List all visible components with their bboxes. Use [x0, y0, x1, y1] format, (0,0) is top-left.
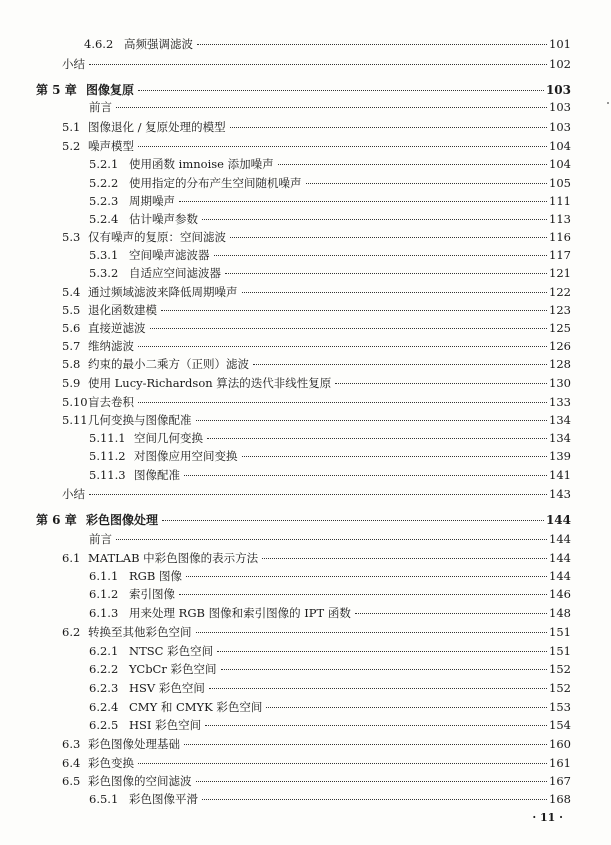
- toc-entry: [62, 376, 571, 390]
- dot-leader: [89, 64, 547, 65]
- toc-entry-title: 使用 Lucy-Richardson 算法的迭代非线性复原: [88, 376, 332, 390]
- dot-leader: [196, 632, 548, 633]
- dot-leader: [179, 594, 547, 595]
- dot-leader: [116, 107, 547, 108]
- toc-entry-number: 6.2.3: [89, 681, 119, 695]
- dot-leader: [138, 146, 547, 147]
- toc-entry-number: 5.5: [62, 303, 81, 317]
- toc-entry: [89, 606, 571, 620]
- dot-leader: [196, 781, 548, 782]
- toc-entry-number: 5.7: [62, 339, 81, 353]
- toc-entry-title: 小结: [62, 487, 85, 501]
- toc-entry-number: 5.11.3: [89, 468, 126, 482]
- toc-entry-page: 144: [549, 569, 571, 583]
- toc-entry-number: 6.2.1: [89, 644, 119, 658]
- toc-entry-page: 103: [545, 83, 571, 97]
- toc-entry-page: 121: [549, 266, 571, 280]
- toc-entry-page: 122: [549, 285, 571, 299]
- toc-entry: [62, 139, 571, 153]
- toc-entry: [89, 431, 571, 445]
- toc-entry-title: 图像退化 / 复原处理的模型: [88, 120, 226, 134]
- toc-entry: [62, 285, 571, 299]
- dot-leader: [242, 456, 548, 457]
- toc-entry-title: 噪声模型: [88, 139, 134, 153]
- toc-entry-page: 144: [549, 532, 571, 546]
- dot-leader: [262, 558, 547, 559]
- toc-entry-number: 5.3.2: [89, 266, 119, 280]
- toc-entry-title: 彩色图像的空间滤波: [88, 774, 192, 788]
- toc-chapter-title: 图像复原: [86, 83, 135, 97]
- toc-entry-page: 113: [549, 212, 571, 226]
- toc-entry-number: 5.2.2: [89, 176, 119, 190]
- toc-entry: [89, 718, 571, 732]
- toc-entry-title: 转换至其他彩色空间: [88, 625, 192, 639]
- dot-leader: [225, 273, 547, 274]
- toc-entry-title: 彩色图像平滑: [129, 792, 198, 806]
- dot-leader: [138, 90, 544, 91]
- toc-entry: [89, 569, 571, 583]
- dot-leader: [355, 613, 547, 614]
- toc-entry-page: 133: [549, 395, 571, 409]
- toc-entry: [62, 487, 571, 501]
- toc-entry-page: 123: [549, 303, 571, 317]
- toc-chapter-title: 彩色图像处理: [86, 513, 159, 527]
- toc-entry-page: 168: [549, 792, 571, 806]
- toc-entry-title: 索引图像: [129, 587, 175, 601]
- toc-entry-number: 6.2.4: [89, 700, 119, 714]
- toc-entry: [89, 266, 571, 280]
- dot-leader: [266, 707, 547, 708]
- toc-entry-page: 153: [549, 700, 571, 714]
- toc-entry: [89, 449, 571, 463]
- toc-entry-number: 5.1: [62, 120, 81, 134]
- dot-leader: [89, 494, 547, 495]
- toc-entry: [62, 230, 571, 244]
- toc-entry: [89, 468, 571, 482]
- dot-leader: [197, 44, 547, 45]
- toc-entry-number: 5.8: [62, 357, 81, 371]
- toc-entry-number: 5.4: [62, 285, 81, 299]
- dot-leader: [217, 651, 547, 652]
- dot-leader: [162, 520, 544, 521]
- dot-leader: [179, 201, 547, 202]
- toc-entry-page: 105: [549, 176, 571, 190]
- toc-chapter-number: 第 5 章: [36, 83, 77, 97]
- dot-leader: [161, 310, 547, 311]
- toc-entry: [89, 532, 571, 546]
- toc-entry-title: MATLAB 中彩色图像的表示方法: [88, 551, 259, 565]
- toc-entry: [62, 756, 571, 770]
- toc-entry-page: 144: [549, 551, 571, 565]
- toc-entry-number: 5.2.3: [89, 194, 119, 208]
- toc-entry: [89, 644, 571, 658]
- toc-entry-page: 125: [549, 321, 571, 335]
- toc-entry-page: 126: [549, 339, 571, 353]
- toc-entry-title: 对图像应用空间变换: [134, 449, 238, 463]
- toc-entry-page: 152: [549, 662, 571, 676]
- toc-entry-title: 空间噪声滤波器: [129, 248, 210, 262]
- toc-entry-page: 143: [549, 487, 571, 501]
- toc-entry-title: 自适应空间滤波器: [129, 266, 221, 280]
- toc-entry-number: 4.6.2: [84, 37, 114, 51]
- scan-speck: [607, 102, 609, 104]
- toc-chapter-number: 第 6 章: [36, 513, 77, 527]
- toc-entry-title: 约束的最小二乘方（正则）滤波: [88, 357, 249, 371]
- toc-entry-page: 116: [549, 230, 571, 244]
- toc-entry-title: 使用函数 imnoise 添加噪声: [129, 157, 274, 171]
- toc-entry-page: 103: [549, 120, 571, 134]
- toc-entry-page: 134: [549, 413, 571, 427]
- toc-entry-title: 直接逆滤波: [88, 321, 146, 335]
- dot-leader: [202, 799, 547, 800]
- toc-entry-number: 5.2: [62, 139, 81, 153]
- toc-entry-title: NTSC 彩色空间: [129, 644, 214, 658]
- toc-entry-page: 161: [549, 756, 571, 770]
- toc-entry-page: 117: [549, 248, 571, 262]
- dot-leader: [116, 539, 547, 540]
- toc-entry-page: 102: [549, 57, 571, 71]
- toc-entry-title: 周期噪声: [129, 194, 175, 208]
- toc-chapter: [36, 83, 571, 97]
- toc-entry-page: 139: [549, 449, 571, 463]
- toc-entry: [89, 700, 571, 714]
- toc-entry-page: 148: [549, 606, 571, 620]
- toc-entry-title: RGB 图像: [129, 569, 182, 583]
- toc-entry: [89, 792, 571, 806]
- toc-entry-title: 几何变换与图像配准: [88, 413, 192, 427]
- toc-entry: [89, 662, 571, 676]
- toc-entry-title: 维纳滤波: [88, 339, 134, 353]
- toc-entry-title: HSI 彩色空间: [129, 718, 202, 732]
- toc-entry-page: 146: [549, 587, 571, 601]
- toc-entry-page: 104: [549, 157, 571, 171]
- toc-entry-page: 103: [549, 100, 571, 114]
- toc-entry-title: 使用指定的分布产生空间随机噪声: [129, 176, 302, 190]
- dot-leader: [207, 438, 547, 439]
- toc-chapter: [36, 513, 571, 527]
- toc-entry-page: 111: [549, 194, 571, 208]
- dot-leader: [138, 402, 547, 403]
- toc-entry-page: 160: [549, 737, 571, 751]
- toc-entry-number: 6.4: [62, 756, 81, 770]
- toc-entry-title: 图像配准: [134, 468, 180, 482]
- toc-entry-title: 空间几何变换: [134, 431, 203, 445]
- toc-entry-title: 前言: [89, 100, 112, 114]
- toc-entry: [84, 37, 571, 51]
- toc-entry-number: 6.2.2: [89, 662, 119, 676]
- toc-entry: [62, 120, 571, 134]
- toc-entry: [62, 303, 571, 317]
- toc-entry-page: 134: [549, 431, 571, 445]
- dot-leader: [242, 292, 548, 293]
- toc-entry-title: 通过频域滤波来降低周期噪声: [88, 285, 238, 299]
- toc-entry-number: 6.3: [62, 737, 81, 751]
- toc-entry-page: 128: [549, 357, 571, 371]
- toc-entry: [62, 57, 571, 71]
- toc-entry-number: 5.3.1: [89, 248, 119, 262]
- dot-leader: [209, 688, 547, 689]
- toc-entry-number: 6.1.2: [89, 587, 119, 601]
- toc-entry-number: 5.2.1: [89, 157, 119, 171]
- dot-leader: [230, 237, 547, 238]
- dot-leader: [186, 576, 547, 577]
- toc-entry-number: 6.2: [62, 625, 81, 639]
- toc-entry: [89, 587, 571, 601]
- toc-entry-number: 6.5.1: [89, 792, 119, 806]
- toc-entry: [89, 100, 571, 114]
- toc-entry: [89, 176, 571, 190]
- toc-entry-page: 101: [549, 37, 571, 51]
- toc-entry-number: 5.6: [62, 321, 81, 335]
- toc-entry: [62, 395, 571, 409]
- toc-entry-title: 退化函数建模: [88, 303, 157, 317]
- toc-entry: [62, 357, 571, 371]
- toc-entry-title: 彩色图像处理基础: [88, 737, 180, 751]
- toc-entry-number: 5.9: [62, 376, 81, 390]
- toc-entry: [89, 212, 571, 226]
- toc-entry-title: YCbCr 彩色空间: [129, 662, 217, 676]
- toc-entry-page: 151: [549, 625, 571, 639]
- toc-entry-number: 6.1.1: [89, 569, 119, 583]
- dot-leader: [221, 669, 548, 670]
- toc-entry-title: HSV 彩色空间: [129, 681, 205, 695]
- toc-entry-number: 6.1.3: [89, 606, 119, 620]
- toc-entry: [62, 737, 571, 751]
- toc-entry: [62, 774, 571, 788]
- toc-entry-title: 小结: [62, 57, 85, 71]
- toc-entry-page: 141: [549, 468, 571, 482]
- toc-entry-page: 130: [549, 376, 571, 390]
- toc-entry-number: 5.11: [62, 413, 88, 427]
- toc-entry-number: 6.1: [62, 551, 81, 565]
- toc-entry-title: 盲去卷积: [88, 395, 134, 409]
- toc-entry: [62, 625, 571, 639]
- toc-entry-number: 5.10: [62, 395, 88, 409]
- toc-entry-title: CMY 和 CMYK 彩色空间: [129, 700, 263, 714]
- dot-leader: [214, 255, 548, 256]
- dot-leader: [253, 364, 547, 365]
- toc-entry-page: 154: [549, 718, 571, 732]
- toc-entry-title: 前言: [89, 532, 112, 546]
- dot-leader: [184, 744, 547, 745]
- toc-entry-page: 104: [549, 139, 571, 153]
- toc-entry: [62, 339, 571, 353]
- toc-entry-number: 5.3: [62, 230, 81, 244]
- dot-leader: [205, 725, 547, 726]
- toc-entry-number: 5.11.1: [89, 431, 126, 445]
- toc-entry-number: 6.5: [62, 774, 81, 788]
- toc-entry: [62, 321, 571, 335]
- toc-entry-number: 6.2.5: [89, 718, 119, 732]
- toc-entry: [89, 157, 571, 171]
- toc-entry-title: 仅有噪声的复原：空间滤波: [88, 230, 226, 244]
- toc-entry: [89, 248, 571, 262]
- toc-entry: [62, 413, 571, 427]
- dot-leader: [278, 164, 547, 165]
- toc-entry-page: 144: [545, 513, 571, 527]
- toc-entry-title: 彩色变换: [88, 756, 134, 770]
- dot-leader: [138, 763, 547, 764]
- toc-entry-number: 5.11.2: [89, 449, 126, 463]
- toc-entry: [89, 194, 571, 208]
- dot-leader: [335, 383, 547, 384]
- toc-entry-title: 用来处理 RGB 图像和索引图像的 IPT 函数: [129, 606, 351, 620]
- dot-leader: [202, 219, 547, 220]
- dot-leader: [150, 328, 548, 329]
- toc-entry-page: 151: [549, 644, 571, 658]
- toc-entry-page: 152: [549, 681, 571, 695]
- page-number: · 11 ·: [532, 811, 563, 824]
- toc-entry: [62, 551, 571, 565]
- toc-entry-number: 5.2.4: [89, 212, 119, 226]
- toc-entry-title: 估计噪声参数: [129, 212, 198, 226]
- toc-entry-title: 高频强调滤波: [124, 37, 193, 51]
- toc-entry: [89, 681, 571, 695]
- toc-entry-page: 167: [549, 774, 571, 788]
- dot-leader: [196, 420, 548, 421]
- dot-leader: [138, 346, 547, 347]
- dot-leader: [230, 127, 547, 128]
- dot-leader: [184, 475, 547, 476]
- dot-leader: [306, 183, 548, 184]
